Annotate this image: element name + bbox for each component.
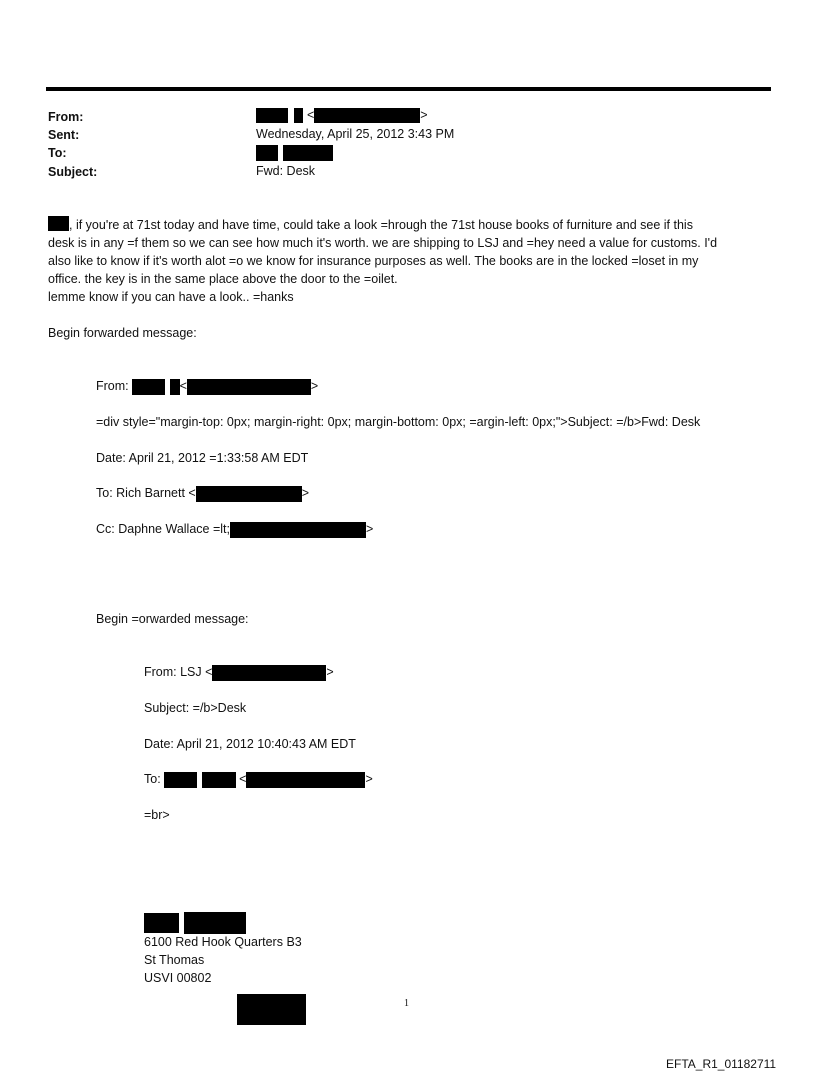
body-line: , if you're at 71st today and have time, could take a look =hrough the 71st house books of furniture and see if this [48, 216, 768, 234]
from-value: < > [256, 107, 428, 123]
fwd1-date: Date: April 21, 2012 =1:33:58 AM EDT [96, 451, 309, 465]
redaction [170, 379, 180, 395]
redaction [144, 913, 179, 933]
to-label: To: [48, 146, 67, 160]
fwd1-cc: Cc: Daphne Wallace =lt; > [96, 522, 374, 536]
redaction [184, 912, 246, 934]
redaction [202, 772, 236, 788]
redaction [246, 772, 365, 788]
fwd1-to: To: Rich Barnett < > [96, 486, 310, 500]
fwd2-br: =br> [144, 808, 170, 822]
signature-name [144, 912, 246, 934]
signature-city: St Thomas [144, 953, 205, 967]
body-line: desk is in any =f them so we can see how much it's worth. we are shipping to LSJ and =hey need a value for customs. I'd [48, 236, 718, 250]
redaction [283, 145, 333, 161]
fwd2-from: From: LSJ < > [144, 665, 334, 679]
fwd2-subject: Subject: =/b>Desk [144, 701, 247, 715]
from-label: From: [48, 110, 84, 124]
redaction [294, 108, 303, 123]
sent-value: Wednesday, April 25, 2012 3:43 PM [256, 127, 455, 141]
begin-forwarded: Begin forwarded message: [48, 326, 197, 340]
fwd2-date: Date: April 21, 2012 10:40:43 AM EDT [144, 737, 356, 751]
redaction [256, 108, 288, 123]
redaction [187, 379, 311, 395]
redaction [230, 522, 366, 538]
redaction [132, 379, 165, 395]
redaction [212, 665, 326, 681]
redaction [196, 486, 302, 502]
fwd2-to: To: < > [144, 772, 373, 786]
fwd1-div-line: =div style="margin-top: 0px; margin-right: 0px; margin-bottom: 0px; =argin-left: 0px;">Subject: =/b>Fwd: Desk [96, 415, 701, 429]
header-rule [46, 87, 771, 91]
sent-label: Sent: [48, 128, 80, 142]
redaction [237, 994, 306, 1025]
page-number: 1 [404, 998, 409, 1009]
fwd1-begin-forwarded: Begin =orwarded message: [96, 612, 249, 626]
signature-region: USVI 00802 [144, 971, 212, 985]
redaction [164, 772, 197, 788]
body-line: lemme know if you can have a look.. =hanks [48, 290, 294, 304]
body-paragraph [48, 216, 768, 306]
subject-value: Fwd: Desk [256, 164, 316, 178]
body-line: also like to know if it's worth alot =o we know for insurance purposes as well. The books are in the locked =loset in my [48, 254, 699, 268]
redaction [48, 216, 69, 231]
redaction [314, 108, 420, 123]
fwd1-from: From: < > [96, 379, 319, 393]
body-line: office. the key is in the same place above the door to the =oilet. [48, 272, 398, 286]
subject-label: Subject: [48, 165, 98, 179]
signature-address: 6100 Red Hook Quarters B3 [144, 935, 302, 949]
to-value [256, 144, 333, 161]
redaction [256, 145, 278, 161]
document-id: EFTA_R1_01182711 [666, 1057, 777, 1071]
